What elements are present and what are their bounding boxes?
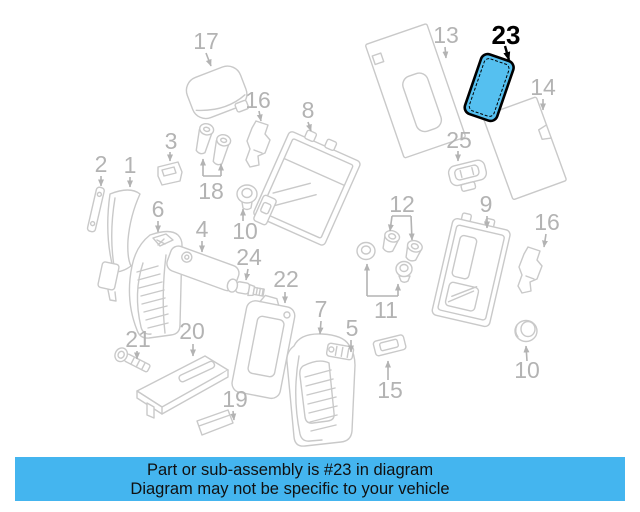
part-label-1: 1 [123,152,137,178]
part-label-21: 21 [125,326,151,352]
part-label-4: 4 [195,216,209,242]
banner-line1: Part or sub-assembly is #23 in diagram [146,461,434,479]
part-17-headrest [182,62,252,127]
part-10-right-knob [515,321,537,342]
part-9-armrest-frame [431,211,512,328]
part-label-22: 22 [273,266,299,292]
part-10-left-grommet [237,185,257,210]
part-label-3: 3 [164,128,178,154]
callout-arrow [390,216,392,231]
part-label-20: 20 [179,318,205,344]
part-label-15: 15 [377,377,403,403]
part-label-16: 16 [534,209,560,235]
callout-arrow [233,411,234,420]
part-label-23-highlighted[interactable]: 23 [491,20,521,50]
part-label-25: 25 [446,127,472,153]
part-label-12: 12 [389,191,415,217]
callout-arrow [411,216,412,240]
part-label-6: 6 [151,196,165,222]
part-7-5-seatback [287,334,355,446]
part-label-7: 7 [314,296,328,322]
part-label-24: 24 [236,244,262,270]
part-label-19: 19 [222,386,248,412]
part-16-right-guide [518,247,542,293]
part-2-trim-strip [87,187,105,233]
part-19-trim-strip [197,410,233,435]
footer-banner [15,457,625,501]
part-label-10: 10 [232,218,258,244]
part-label-9: 9 [479,191,493,217]
part-label-17: 17 [193,28,219,54]
part-label-16: 16 [245,87,271,113]
part-label-13: 13 [433,22,459,48]
callout-arrow [445,47,446,58]
part-16-left-guide [246,121,270,167]
part-label-18: 18 [198,178,224,204]
callout-arrow [544,234,546,247]
part-25-latch [447,159,489,194]
part-22-armrest-lid [230,292,297,400]
part-label-11: 11 [374,297,398,323]
part-label-8: 8 [301,97,315,123]
banner-line2: Diagram may not be specific to your vehicle [130,480,450,498]
part-label-5: 5 [345,315,359,341]
part-24-screw [226,278,265,298]
part-20-cushion-board [137,356,228,418]
callout-arrow [206,53,211,66]
callout-arrow [246,269,248,280]
part-18-headrest-posts [194,122,232,166]
part-label-2: 2 [94,151,108,177]
part-15-plate [373,334,407,356]
part-label-10: 10 [514,357,540,383]
part-3-bracket [158,162,182,185]
callout-arrow [320,321,321,334]
part-label-14: 14 [530,74,556,100]
